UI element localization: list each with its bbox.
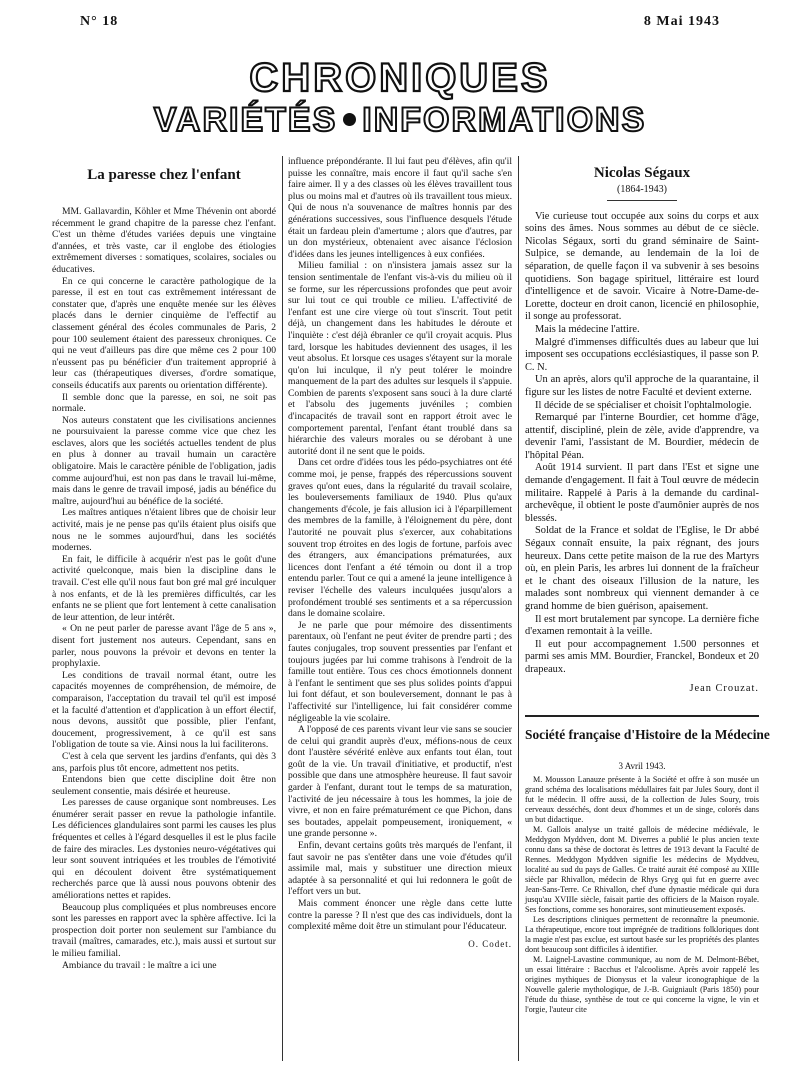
paragraph: Août 1914 survient. Il part dans l'Est et signe une demande d'engagement. Il fait à Toul œuvre de médecin militaire. Rappelé à Paris à la demande du cardinal-archevêque, il obtient le poste d'aumônier auprès de nos blessés. (525, 462, 759, 524)
paragraph: A l'opposé de ces parents vivant leur vie sans se soucier de celui qui grandit auprès d'eux, méfions-nous de ceux dont l'austère sévérité enlève aux enfants tout élan, tout goût de la vie. Un travail d'initiative, et productif, n'est possible que dans une atmosphère heureuse. Il faut savoir garder à l'enfant, durant tout le temps de sa maturation, l'activité de jeu nécessaire à tous les hommes, la joie de vivre, et non en faire prématurément ce que Pichon, dans ses boutades, appelait pompeusement, ironiquement, « une grande personne ». (288, 724, 512, 840)
column-3 (525, 156, 770, 1015)
paragraph: En ce qui concerne le caractère pathologique de la paresse, il est en tout cas extrêmement intéressant de constater que, d'après une enquête menée sur les élèves placés dans le dernier cinquième de l'effectif au classement général des écoles communales de Paris, 2 pour 100 seulement étaient des paresseux chroniques. Ce qui ne veut d'ailleurs pas dire que même ces 2 pour 100 n'eussent pas pu bénéficier d'un traitement approprié à leur cas (thérapeutiques diverses, d'ordre somatique, conseils éducatifs aux parents ou orientation différente). (52, 275, 276, 391)
signature-crouzat: Jean Crouzat. (689, 682, 759, 694)
paragraph: Il décide de se spécialiser et choisit l'ophtalmologie. (535, 399, 752, 411)
paragraph: C'est à cela que servent les jardins d'enfants, qui dès 3 ans, parfois plus tôt encore, admettent nos petits. (52, 750, 276, 774)
column-1 (52, 156, 276, 971)
paragraph: « On ne peut parler de paresse avant l'âge de 5 ans », disent fort justement nos auteurs. Cependant, sans en parler, nous pouvons la prévoir et devons en tenter la prophylaxie. (52, 623, 276, 670)
paragraph: Malgré d'immenses difficultés dues au labeur que lui imposent ses occupations ecclésiastiques, il passe son P. C. N. (525, 336, 759, 373)
issue-date: 8 Mai 1943 (643, 14, 720, 29)
session-date: 3 Avril 1943. (618, 761, 666, 772)
paragraph: Entendons bien que cette discipline doit être non seulement consentie, mais désirée et heureuse. (52, 774, 276, 797)
column-rule-2 (518, 156, 519, 1061)
paragraph: Je ne parle que pour mémoire des dissentiments parentaux, où l'enfant ne peut éviter de prendre parti ; des fautes conjugales, trop souvent pressenties par l'enfant et toujours jugées par lui comme trahisons à l'endroit de la famille tout entière. Tous ces chocs émotionnels donnent à l'enfant le sentiment que ses plus solides points d'appui lui font défaut, et son bouleversement, donnant le pas à l'affectivité sur l'intelligence, lui fait considérer comme négligeable la vie scolaire. (288, 619, 512, 724)
column-rule-1 (282, 156, 283, 1061)
paragraph: M. Mousson Lanauze présente à la Société et offre à son musée un grand schéma des localisations médullaires fait par Jules Soury, dont il fut le médecin. Il offre aussi, de la collection de Jules Soury, trois cerveaux desséchés, dont deux d'hommes et un de singe, colorés dans un but didactique. (525, 774, 759, 824)
lifespan-dates: (1864-1943) (617, 184, 667, 195)
paragraph: Les maîtres antiques n'étaient libres que de choisir leur activité, mais je ne pense pas qu'ils étaient plus oisifs que nous ne le sommes aujourd'hui, dans les sociétés modernes. (52, 507, 276, 554)
bullet-dot (343, 113, 356, 126)
paragraph: Nos auteurs constatent que les civilisations anciennes ne poursuivaient la paresse comme vice que chez les esclaves, alors que les sociétés actuelles tendent de plus en plus à donner au travail humain un caractère obligatoire. Mais le caractère pénible de l'obligation, jadis comme aujourd'hui, est non pas dans le travail lui-même, mais dans le genre de travail imposé, jadis au bénéfice du maître, aujourd'hui au bénéfice de la société. (52, 414, 276, 507)
paragraph: M. Gallois analyse un traité gallois de médecine médiévale, le Meddygon Myddven, dont M. Diverres a publié le plus ancien texte connu dans sa thèse de doctorat ès lettres de 1913 devant la Faculté de Rennes. Meddygon Myddven signifie les médecins de Myddveu, localité au sud du pays de Galles. Ce traité aurait été composé au XIIIe siècle par Rhivallon, médecin de Rhys Gryg qui fut en guerre avec Jean-Sans-Terre. Ce Rhivallon, chef d'une dynastie médicale qui dura jusqu'au XVIIIe siècle, faisait partie des officiers de la Maison royale. Ses fonctions, comme ses honoraires, sont minutieusement exposés. (525, 824, 759, 914)
paragraph: Beaucoup plus compliquées et plus nombreuses encore sont les paresses en rapport avec la sphère affective. Ici la prospection doit porter non seulement sur l'ambiance du travail (maîtres, camarades, etc.), mais aussi et surtout sur le milieu familial. (52, 901, 276, 959)
masthead-subtitle (0, 100, 800, 140)
paragraph: MM. Gallavardin, Köhler et Mme Thévenin ont abordé récemment le grand chapitre de la paresse chez l'enfant. C'est un thème d'études variées depuis une vingtaine d'années, et très vaste, car il englobe des étiologies extrêmement diverses : somatiques, scolaires, sociales ou éducatives. (52, 206, 276, 275)
title-underline (607, 200, 677, 201)
masthead-title: CHRONIQUES (249, 56, 551, 100)
paragraph: Milieu familial : on n'insistera jamais assez sur la tension sentimentale de l'enfant vis-à-vis du milieu où il se forme, sur les répercussions profondes que peut avoir sur lui tout ce qui trouble ce milieu. L'affectivité de l'enfant est une cire vierge où tout s'inscrit. Tout petit déjà, un changement dans les habitudes le déroute et l'inquiète : c'est déjà ébranler ce qu'il croyait acquis. Plus tard, lorsque les habitudes deviennent des usages, il les veut absolus. Et lorsque ces usages s'étayent sur la morale qu'on lui inculque, il n'y peut tolérer le moindre manquement de la part des adultes sur lesquels il s'appuie. Combien de parents s'exposent sans souci à la dure clarté et l'absolu des jugements juvéniles ; combien d'incapacités de travail sont en rapport étroit avec le comportement parental, l'enfant étant troublé dans sa hiérarchie des valeurs morales ou se dérobant à une autorité dont il ne sent que le poids. (288, 260, 512, 457)
paragraph: Il semble donc que la paresse, en soi, ne soit pas normale. (52, 391, 276, 415)
paragraph: Vie curieuse tout occupée aux soins du corps et aux soins des âmes. Nous sommes au début de ce siècle. Nicolas Ségaux, sorti du grand séminaire de Saint-Sulpice, se demande, au lendemain de la loi de séparation, de quelle façon il va subvenir à ses besoins quotidiens. Son bagage spirituel, littéraire est lourd d'intelligence et de savoir. Vicaire à Notre-Dame-de-Lorette, docteur en droit canon, licencié en philosophie, il songe au professorat. (525, 210, 759, 323)
paragraph: Dans cet ordre d'idées tous les pédo-psychiatres ont été comme moi, je pense, frappés des répercussions souvent graves qu'ont eues, dans la régularité du travail scolaire, les bouleversements familiaux de 1940. Plus qu'aux changements d'école, je fais allusion ici à l'éparpillement des membres de la famille, à l'éloignement du père, dont l'autorité ne pouvait plus s'exercer, aux cohabitations souvent trop étroites en des logis de fortune, parfois avec des étrangers, aux émancipations prématurées, aux licences dont l'enfant a été témoin ou dont il a trop entendu parler. Tout ce qui a amené la jeune intelligence à reviser l'échelle des valeurs inculquées jusqu'alors a profondément troublé ses sentiments et a sa répercussion dans le domaine scolaire. (288, 457, 512, 620)
paragraph: Les descriptions cliniques permettent de reconnaître la pneumonie. La thérapeutique, encore tout imprégnée de traditions folkloriques dont la magie n'est pas exclue, est surtout basée sur les propriétés des plantes dont beaucoup sont difficiles à identifier. (525, 914, 759, 954)
society-report (525, 775, 759, 1015)
masthead-informations: INFORMATIONS (362, 101, 647, 139)
paragraph: Il est mort brutalement par syncope. La dernière fiche d'examen remontait à la veille. (525, 613, 759, 638)
paragraph: Remarqué par l'interne Bourdier, cet homme d'âge, attentif, discipliné, plein de zèle, avide d'apprendre, va devenir l'ami, l'assistant de M. Bourdier, médecin de l'hôpital Péan. (525, 412, 759, 461)
article-title-paresse: La paresse chez l'enfant (87, 167, 241, 183)
paragraph: M. Laignel-Lavastine communique, au nom de M. Delmont-Bébet, un essai littéraire : Bacchus et l'alcoolisme. Après avoir rappelé les origines mythiques de Dionysus et la valeur iconographique de la Nouvelle galerie mythologique, de J.-B. Guigniault (Paris 1850) pour l'étude du thiase, synthèse de tout ce qui concerne la vigne, le vin et l'orgie, l'auteur cite (525, 954, 759, 1014)
page-header (80, 14, 720, 34)
article-title-societe: Société française d'Histoire de la Médecine (525, 727, 770, 743)
column-2 (288, 156, 512, 950)
paragraph: Soldat de la France et soldat de l'Eglise, le Dr abbé Ségaux connaît ensuite, la paix régnant, des jours heureux. Dans cette petite maison de la rue des Martyrs où, en plein Paris, les arbres lui donnent de la fraîcheur et le chant des oiseaux l'illusion de la nature, les malades sont nombreux qui viennent demander à ce grand homme de bien guérison, apaisement. (525, 525, 759, 612)
issue-number: N° 18 (80, 14, 119, 29)
signature-codet: O. Codet. (468, 938, 512, 949)
paragraph: Les conditions de travail normal étant, outre les capacités moyennes de compréhension, de mémoire, de comparaison, l'acceptation du travail tel qu'il est imposé et la faculté d'attention et d'application à un effort électif, nous devons, aussitôt que possible, plier l'enfant, doucement, progressivement, à ce qu'il est sans l'obligation de toute sa vie. Ainsi nous la lui faciliterons. (52, 669, 276, 751)
paragraph: Mais la médecine l'attire. (535, 323, 640, 335)
paragraph: Un an après, alors qu'il approche de la quarantaine, il figure sur les listes de notre Faculté et devient externe. (525, 374, 759, 398)
paragraph: En fait, le difficile à acquérir n'est pas le goût d'une activité quelconque, mais bien la discipline dans le travail. C'est elle qu'il nous faut bon gré mal gré inculquer à nos enfants, et de là les premières difficultés, car les enfants ne se plient que fort lentement à cette canalisation de leur attention, de leur intérêt. (52, 553, 276, 623)
article-title-segaux: Nicolas Ségaux (593, 165, 691, 181)
paragraph: Les paresses de cause organique sont nombreuses. Les énumérer serait passer en revue la pathologie infantile. Les déficiences glandulaires sont parmi les causes les plus fréquentes et celles à l'égard desquelles il est le plus facile de faire des miracles. Les dystonies neuro-végétatives qui leur sont souvent intriquées et les troubles de l'émotivité qui en découlent doivent être systématiquement recherchés parce que là aussi nous pouvons obtenir des améliorations nettes et rapides. (52, 797, 276, 902)
masthead-varietes: VARIÉTÉS (153, 101, 338, 139)
paragraph: Mais comment énoncer une règle dans cette lutte contre la paresse ? Il n'est que des cas individuels, dont la complexité même doit être un stimulant pour l'éducateur. (288, 898, 512, 933)
paragraph: influence prépondérante. Il lui faut peu d'élèves, afin qu'il puisse les connaître, mais encore il faut qu'il sache s'en faire aimer. Il y a des classes où les élèves travaillent tous plus ou moins mal et d'autres où ils travaillent tous mieux. Qui de nous n'a souvenance de maîtres honnis par des générations successives, sous l'influence desquels l'étude était un fardeau plein d'amertume ; alors que d'autres, par un don mystérieux, obtenaient avec aisance l'éclosion d'idées dans les jeunes intelligences à eux confiées. (288, 156, 512, 260)
section-divider (525, 715, 759, 717)
paragraph: Enfin, devant certains goûts très marqués de l'enfant, il faut savoir ne pas s'entêter dans une voie d'études qu'il assimile mal, mais y substituer une direction mieux adaptée à sa personnalité et qui lui redonnera le goût de l'effort vers un but. (288, 840, 512, 898)
masthead (0, 56, 800, 140)
paragraph: Il eut pour accompagnement 1.500 personnes et parmi ses amis MM. Bourdier, Franckel, Bondeux et 20 drapeaux. (525, 638, 759, 675)
paragraph: Ambiance du travail : le maître a ici une (62, 959, 217, 971)
